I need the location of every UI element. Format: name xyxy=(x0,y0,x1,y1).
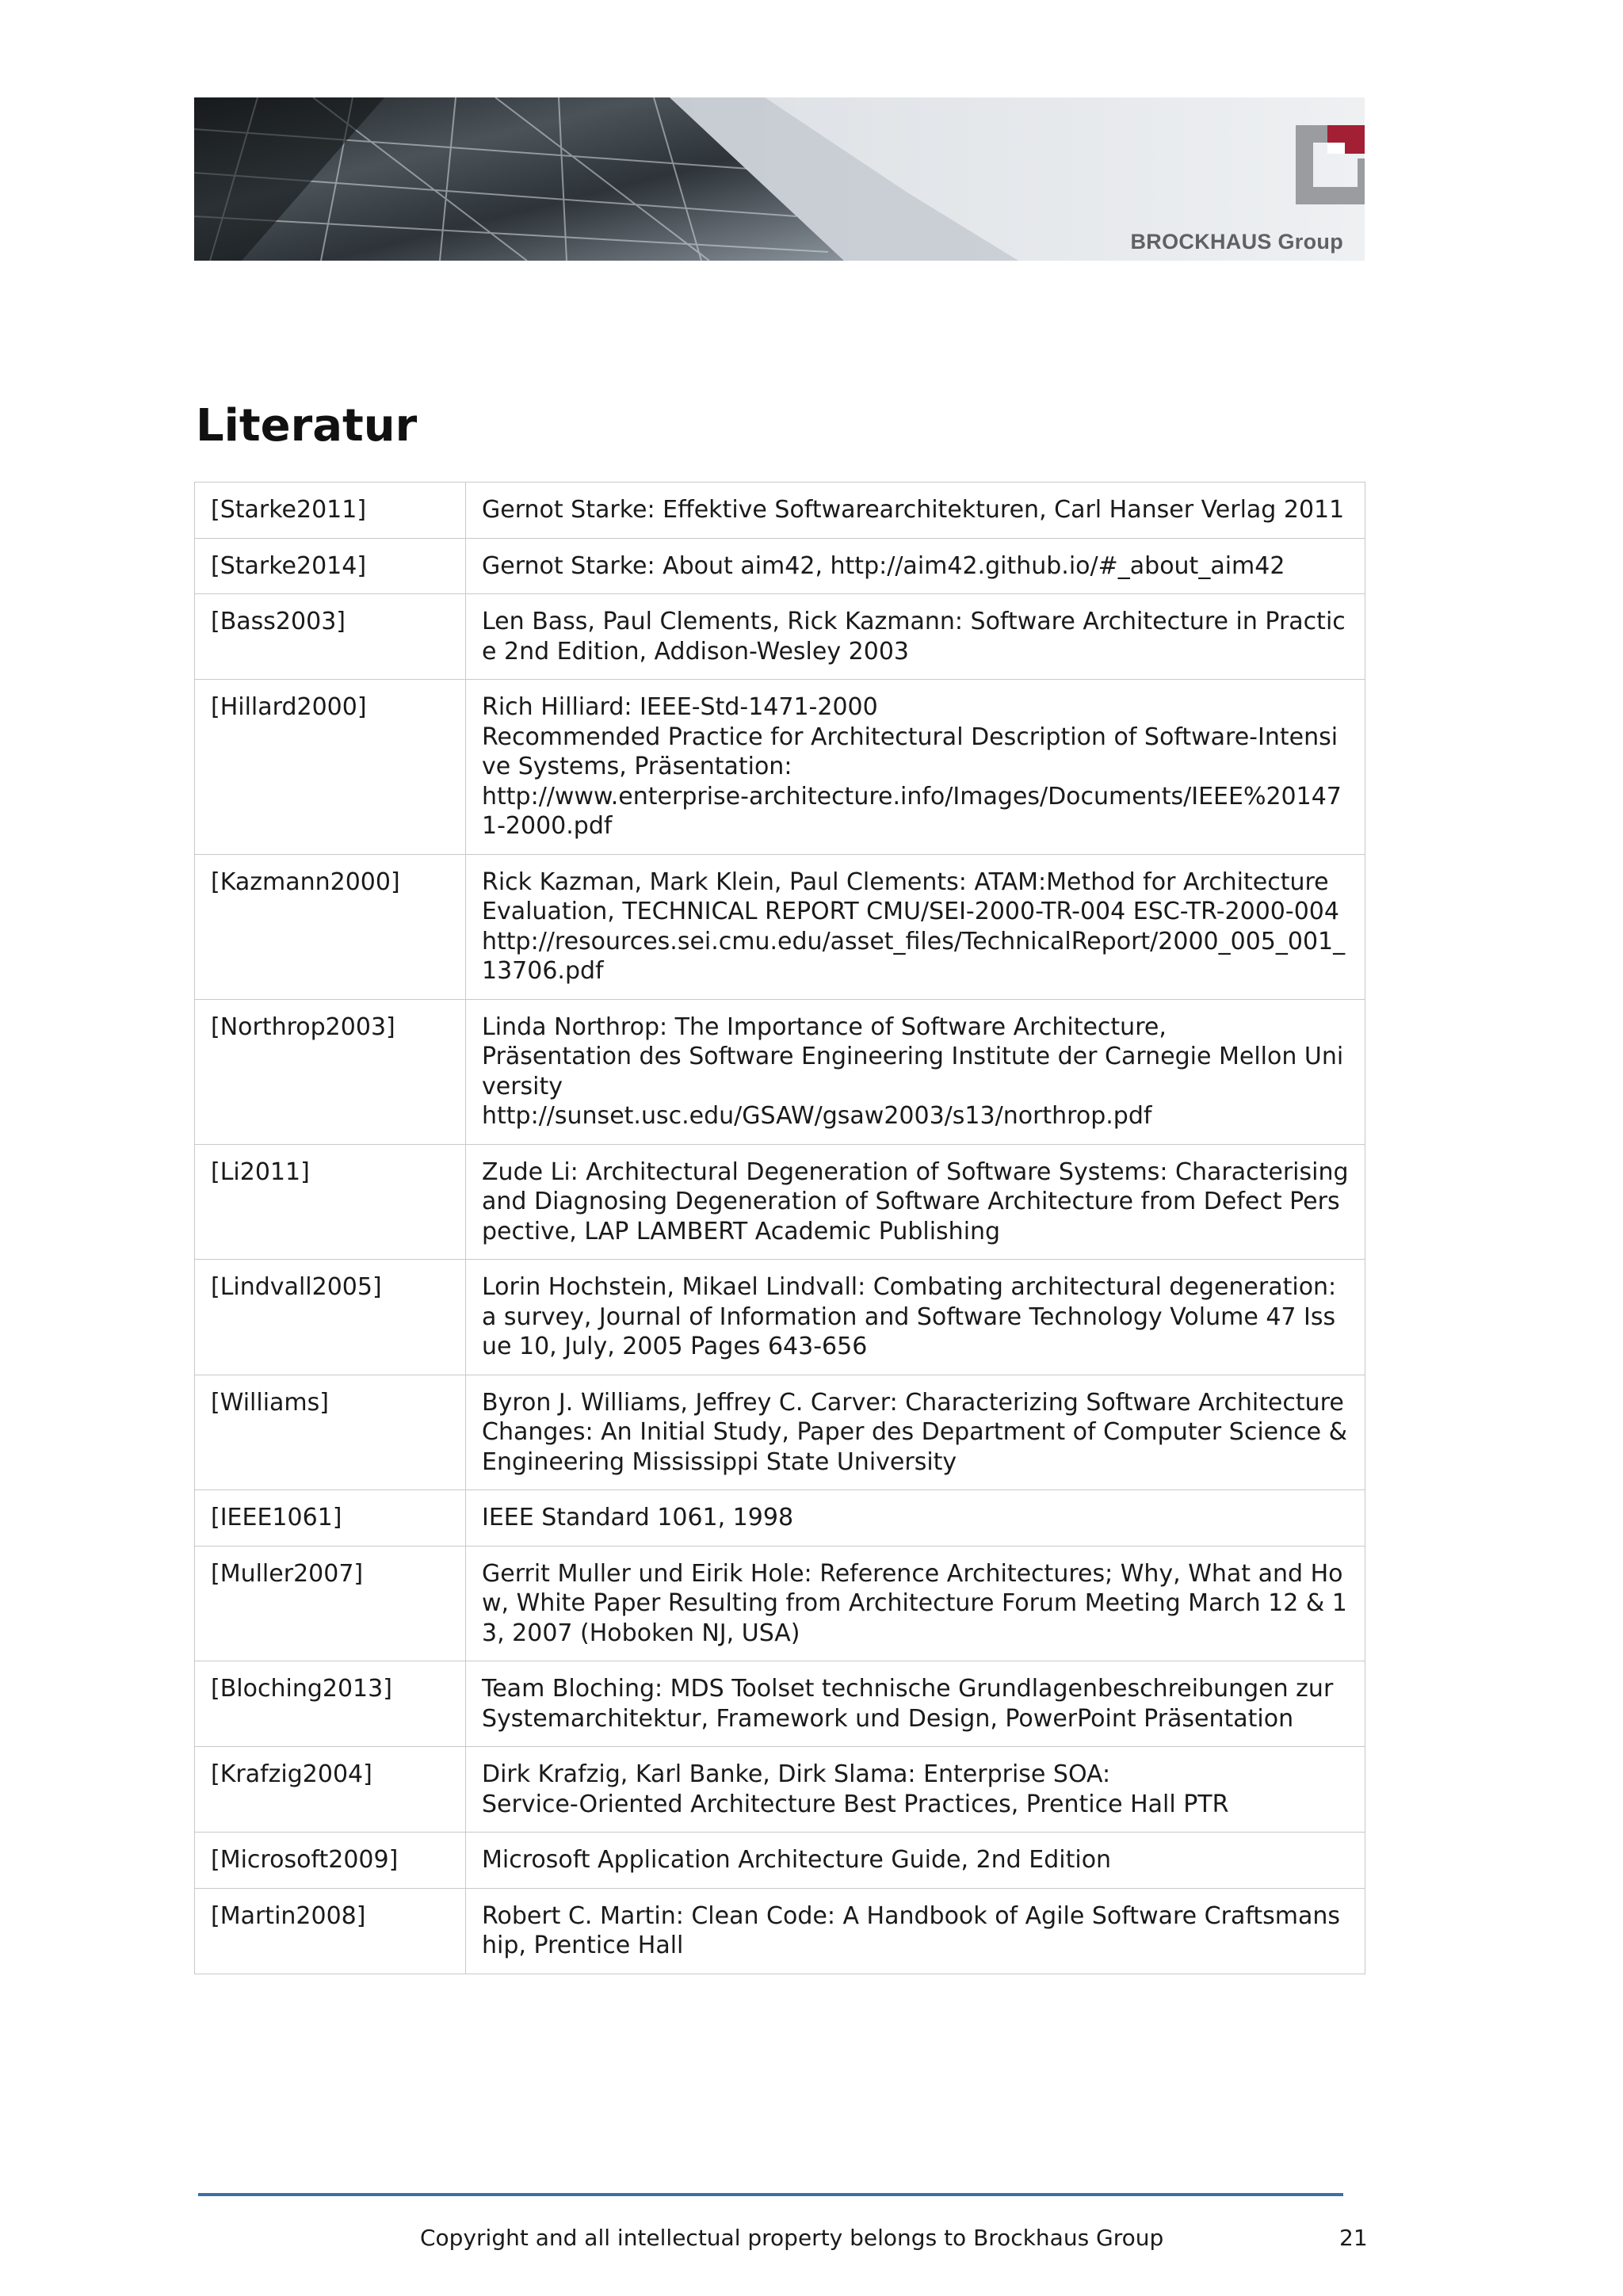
reference-text: IEEE Standard 1061, 1998 xyxy=(466,1490,1365,1547)
reference-key: [Bass2003] xyxy=(195,594,466,680)
brockhaus-logo xyxy=(1106,125,1343,252)
reference-key: [IEEE1061] xyxy=(195,1490,466,1547)
reference-text: Gerrit Muller und Eirik Hole: Reference Architectures; Why, What and How, White Paper Resulting from Architecture Forum Meeting March 12 & 13, 2007 (Hoboken NJ, USA) xyxy=(466,1546,1365,1661)
reference-text: Byron J. Williams, Jeffrey C. Carver: Characterizing Software Architecture Changes: An Initial Study, Paper des Department of Computer Science & Engineering Mississippi State University xyxy=(466,1375,1365,1490)
reference-text: Robert C. Martin: Clean Code: A Handbook of Agile Software Craftsmanship, Prentice Hall xyxy=(466,1888,1365,1974)
reference-text: Microsoft Application Architecture Guide, 2nd Edition xyxy=(466,1833,1365,1889)
reference-key: [Bloching2013] xyxy=(195,1661,466,1747)
reference-text: Gernot Starke: Effektive Softwarearchitekturen, Carl Hanser Verlag 2011 xyxy=(466,482,1365,539)
table-row xyxy=(195,1747,1365,1833)
table-row xyxy=(195,854,1365,999)
reference-key: [Hillard2000] xyxy=(195,680,466,855)
table-row xyxy=(195,999,1365,1144)
reference-key: [Muller2007] xyxy=(195,1546,466,1661)
reference-key: [Microsoft2009] xyxy=(195,1833,466,1889)
table-row xyxy=(195,1144,1365,1260)
reference-text: Team Bloching: MDS Toolset technische Grundlagenbeschreibungen zur Systemarchitektur, Framework und Design, PowerPoint Präsentation xyxy=(466,1661,1365,1747)
reference-key: [Williams] xyxy=(195,1375,466,1490)
reference-text: Lorin Hochstein, Mikael Lindvall: Combating architectural degeneration: a survey, Journal of Information and Software Technology Volume 47 Issue 10, July, 2005 Pages 643-656 xyxy=(466,1260,1365,1375)
page-number: 21 xyxy=(1339,2225,1368,2251)
reference-key: [Li2011] xyxy=(195,1144,466,1260)
reference-text: Len Bass, Paul Clements, Rick Kazmann: Software Architecture in Practice 2nd Edition, Addison-Wesley 2003 xyxy=(466,594,1365,680)
reference-text: Zude Li: Architectural Degeneration of Software Systems: Characterising and Diagnosing Degeneration of Software Architecture from Defect Perspective, LAP LAMBERT Academic Publishing xyxy=(466,1144,1365,1260)
table-row xyxy=(195,1833,1365,1889)
reference-key: [Martin2008] xyxy=(195,1888,466,1974)
reference-key: [Starke2011] xyxy=(195,482,466,539)
table-row xyxy=(195,1661,1365,1747)
reference-text: Gernot Starke: About aim42, http://aim42.github.io/#_about_aim42 xyxy=(466,538,1365,594)
reference-key: [Northrop2003] xyxy=(195,999,466,1144)
table-row xyxy=(195,1490,1365,1547)
table-row xyxy=(195,482,1365,539)
table-row xyxy=(195,680,1365,855)
references-table xyxy=(194,482,1365,1974)
reference-text: Rich Hilliard: IEEE-Std-1471-2000 Recommended Practice for Architectural Description of Software-Intensive Systems, Präsentation: http://www.enterprise-architecture.info/Images/Documents/IEEE%201471-2000.pdf xyxy=(466,680,1365,855)
table-row xyxy=(195,594,1365,680)
reference-text: Dirk Krafzig, Karl Banke, Dirk Slama: Enterprise SOA: Service-Oriented Architecture Best Practices, Prentice Hall PTR xyxy=(466,1747,1365,1833)
page-title: Literatur xyxy=(196,400,418,452)
logo-text: BROCKHAUS Group xyxy=(1130,230,1343,254)
reference-text: Rick Kazman, Mark Klein, Paul Clements: ATAM:Method for Architecture Evaluation, TECHNICAL REPORT CMU/SEI-2000-TR-004 ESC-TR-2000-004 http://resources.sei.cmu.edu/asset_files/TechnicalReport/2000_005_001_13706.pdf xyxy=(466,854,1365,999)
reference-key: [Krafzig2004] xyxy=(195,1747,466,1833)
table-row xyxy=(195,1546,1365,1661)
reference-text: Linda Northrop: The Importance of Software Architecture, Präsentation des Software Engineering Institute der Carnegie Mellon University http://sunset.usc.edu/GSAW/gsaw2003/s13/northrop.pdf xyxy=(466,999,1365,1144)
header-banner xyxy=(194,97,1365,261)
brockhaus-logo-icon xyxy=(1296,125,1365,204)
reference-key: [Kazmann2000] xyxy=(195,854,466,999)
reference-key: [Lindvall2005] xyxy=(195,1260,466,1375)
table-row xyxy=(195,1375,1365,1490)
table-row xyxy=(195,538,1365,594)
reference-key: [Starke2014] xyxy=(195,538,466,594)
footer-copyright: Copyright and all intellectual property belongs to Brockhaus Group xyxy=(420,2225,1164,2251)
table-row xyxy=(195,1888,1365,1974)
footer-divider xyxy=(198,2193,1343,2196)
table-row xyxy=(195,1260,1365,1375)
